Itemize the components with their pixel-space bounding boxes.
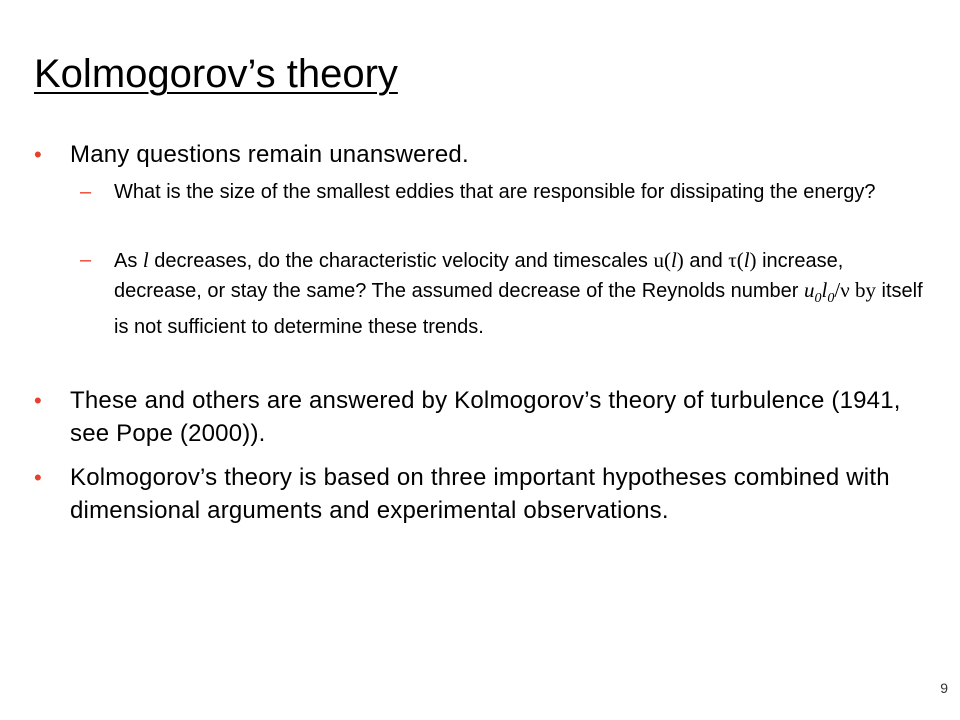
math-subscript: 0 bbox=[814, 291, 822, 306]
math-l: l bbox=[670, 248, 677, 272]
math-l0: l bbox=[821, 278, 828, 302]
math-paren: ) bbox=[676, 248, 684, 272]
bullet-marker: • bbox=[34, 142, 42, 167]
math-l: l bbox=[743, 248, 750, 272]
math-u: u( bbox=[653, 248, 671, 272]
bullet-marker: • bbox=[34, 388, 42, 413]
text-run: decreases, do the characteristic velocity and timescales bbox=[148, 250, 654, 272]
bullet-item bbox=[34, 461, 914, 527]
bullet-marker: • bbox=[34, 465, 42, 490]
bullet-item bbox=[34, 384, 914, 450]
math-tau: τ( bbox=[728, 248, 744, 272]
bullet-text: Many questions remain unanswered. bbox=[70, 141, 469, 168]
bullet-text: Kolmogorov’s theory is based on three important hypotheses combined with dimensional arguments and experimental observations. bbox=[70, 464, 890, 524]
text-run: increase, decrease, or stay the same? The assumed decrease of the Reynolds number bbox=[114, 250, 844, 302]
bullet-text: These and others are answered by Kolmogorov’s theory of turbulence (1941, see Pope (2000)). bbox=[70, 387, 901, 447]
math-l: l bbox=[142, 248, 149, 272]
math-u0: u bbox=[804, 278, 815, 302]
bullet-item bbox=[34, 138, 914, 171]
math-nu: /ν by bbox=[834, 278, 876, 302]
sub-bullet-item bbox=[80, 178, 930, 207]
slide-title: Kolmogorov’s theory bbox=[34, 52, 398, 96]
sub-bullet-text bbox=[114, 246, 930, 342]
sub-bullet-marker: – bbox=[80, 249, 92, 271]
text-run: itself is not sufficient to determine these trends. bbox=[114, 280, 923, 338]
sub-bullet-marker: – bbox=[80, 181, 92, 203]
page-number: 9 bbox=[940, 680, 948, 696]
sub-bullet-text: What is the size of the smallest eddies that are responsible for dissipating the energy? bbox=[114, 181, 876, 203]
sub-bullet-item bbox=[80, 246, 930, 342]
text-run: and bbox=[683, 250, 729, 272]
math-subscript: 0 bbox=[827, 291, 835, 306]
math-paren: ) bbox=[749, 248, 757, 272]
text-run: As bbox=[114, 250, 143, 272]
